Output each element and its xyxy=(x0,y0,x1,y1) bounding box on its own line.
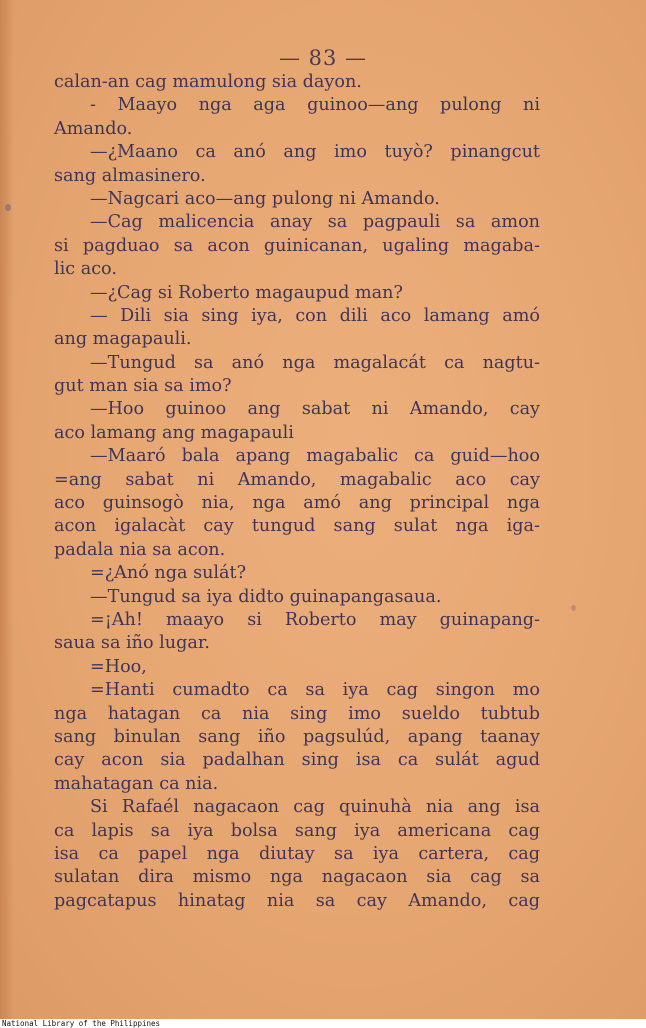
text-line: —Tungud sa iya didto guinapangasaua. xyxy=(90,586,442,607)
ink-speck xyxy=(571,605,576,611)
text-line: nga hatagan ca nia sing imo sueldo tubtub xyxy=(54,703,540,724)
text-line: sang binulan sang iño pagsulúd, apang taanay xyxy=(54,726,540,747)
text-line: cay acon sia padalhan sing isa ca sulát agud xyxy=(54,750,540,771)
text-line: —Tungud sa anó nga magalacát ca nagtu- xyxy=(90,352,540,373)
text-line: Amando. xyxy=(54,118,133,139)
text-line: aco guinsogò nia, nga amó ang principal nga xyxy=(54,493,540,514)
text-line: sulatan dira mismo nga nagacaon sia cag sa xyxy=(54,867,540,888)
text-line: =¿Anó nga sulát? xyxy=(90,563,247,584)
text-line: aco lamang ang magapauli xyxy=(54,422,294,443)
text-line: —¿Cag si Roberto magaupud man? xyxy=(90,282,403,303)
text-line: sang almasinero. xyxy=(54,165,206,186)
text-line: =Hanti cumadto ca sa iya cag singon mo xyxy=(90,680,540,701)
text-line: —Nagcari aco—ang pulong ni Amando. xyxy=(90,188,440,209)
page-body-text xyxy=(54,71,540,913)
text-line: acon igalacàt cay tungud sang sulat nga iga- xyxy=(54,516,540,537)
text-line: Si Rafaél nagacaon cag quinuhà nia ang isa xyxy=(90,797,540,818)
text-line: si pagduao sa acon guinicanan, ugaling magaba- xyxy=(54,235,540,256)
text-line: - Maayo nga aga guinoo—ang pulong ni xyxy=(90,95,540,116)
text-line: isa ca papel nga diutay sa iya cartera, cag xyxy=(54,843,540,864)
text-line: ca lapis sa iya bolsa sang iya americana cag xyxy=(54,820,540,841)
text-line: gut man sia sa imo? xyxy=(54,376,232,397)
text-line: saua sa iño lugar. xyxy=(54,633,210,654)
text-line: — Dili sia sing iya, con dili aco lamang amó xyxy=(90,305,540,326)
text-line: —¿Maano ca anó ang imo tuyò? pinangcut xyxy=(90,142,540,163)
text-line: =ang sabat ni Amando, magabalic aco cay xyxy=(54,469,540,490)
ink-speck xyxy=(5,204,11,211)
text-line: mahatagan ca nia. xyxy=(54,773,219,794)
text-line: ang magapauli. xyxy=(54,329,192,350)
page-number: — 83 — xyxy=(278,46,368,70)
text-line: padala nia sa acon. xyxy=(54,539,226,560)
text-line: =¡Ah! maayo si Roberto may guinapang- xyxy=(90,609,540,630)
text-line: =Hoo, xyxy=(90,656,147,677)
text-line: calan-an cag mamulong sia dayon. xyxy=(54,72,362,92)
text-line: —Hoo guinoo ang sabat ni Amando, cay xyxy=(90,399,540,420)
library-credit: National Library of the Philippines xyxy=(2,1019,161,1028)
text-line: —Maaró bala apang magabalic ca guid—hoo xyxy=(90,446,540,467)
page-binding-shadow xyxy=(0,0,14,1019)
text-line: —Cag malicencia anay sa pagpauli sa amon xyxy=(90,212,540,233)
text-line: pagcatapus hinatag nia sa cay Amando, cag xyxy=(54,890,540,911)
text-line: lic aco. xyxy=(54,259,117,280)
